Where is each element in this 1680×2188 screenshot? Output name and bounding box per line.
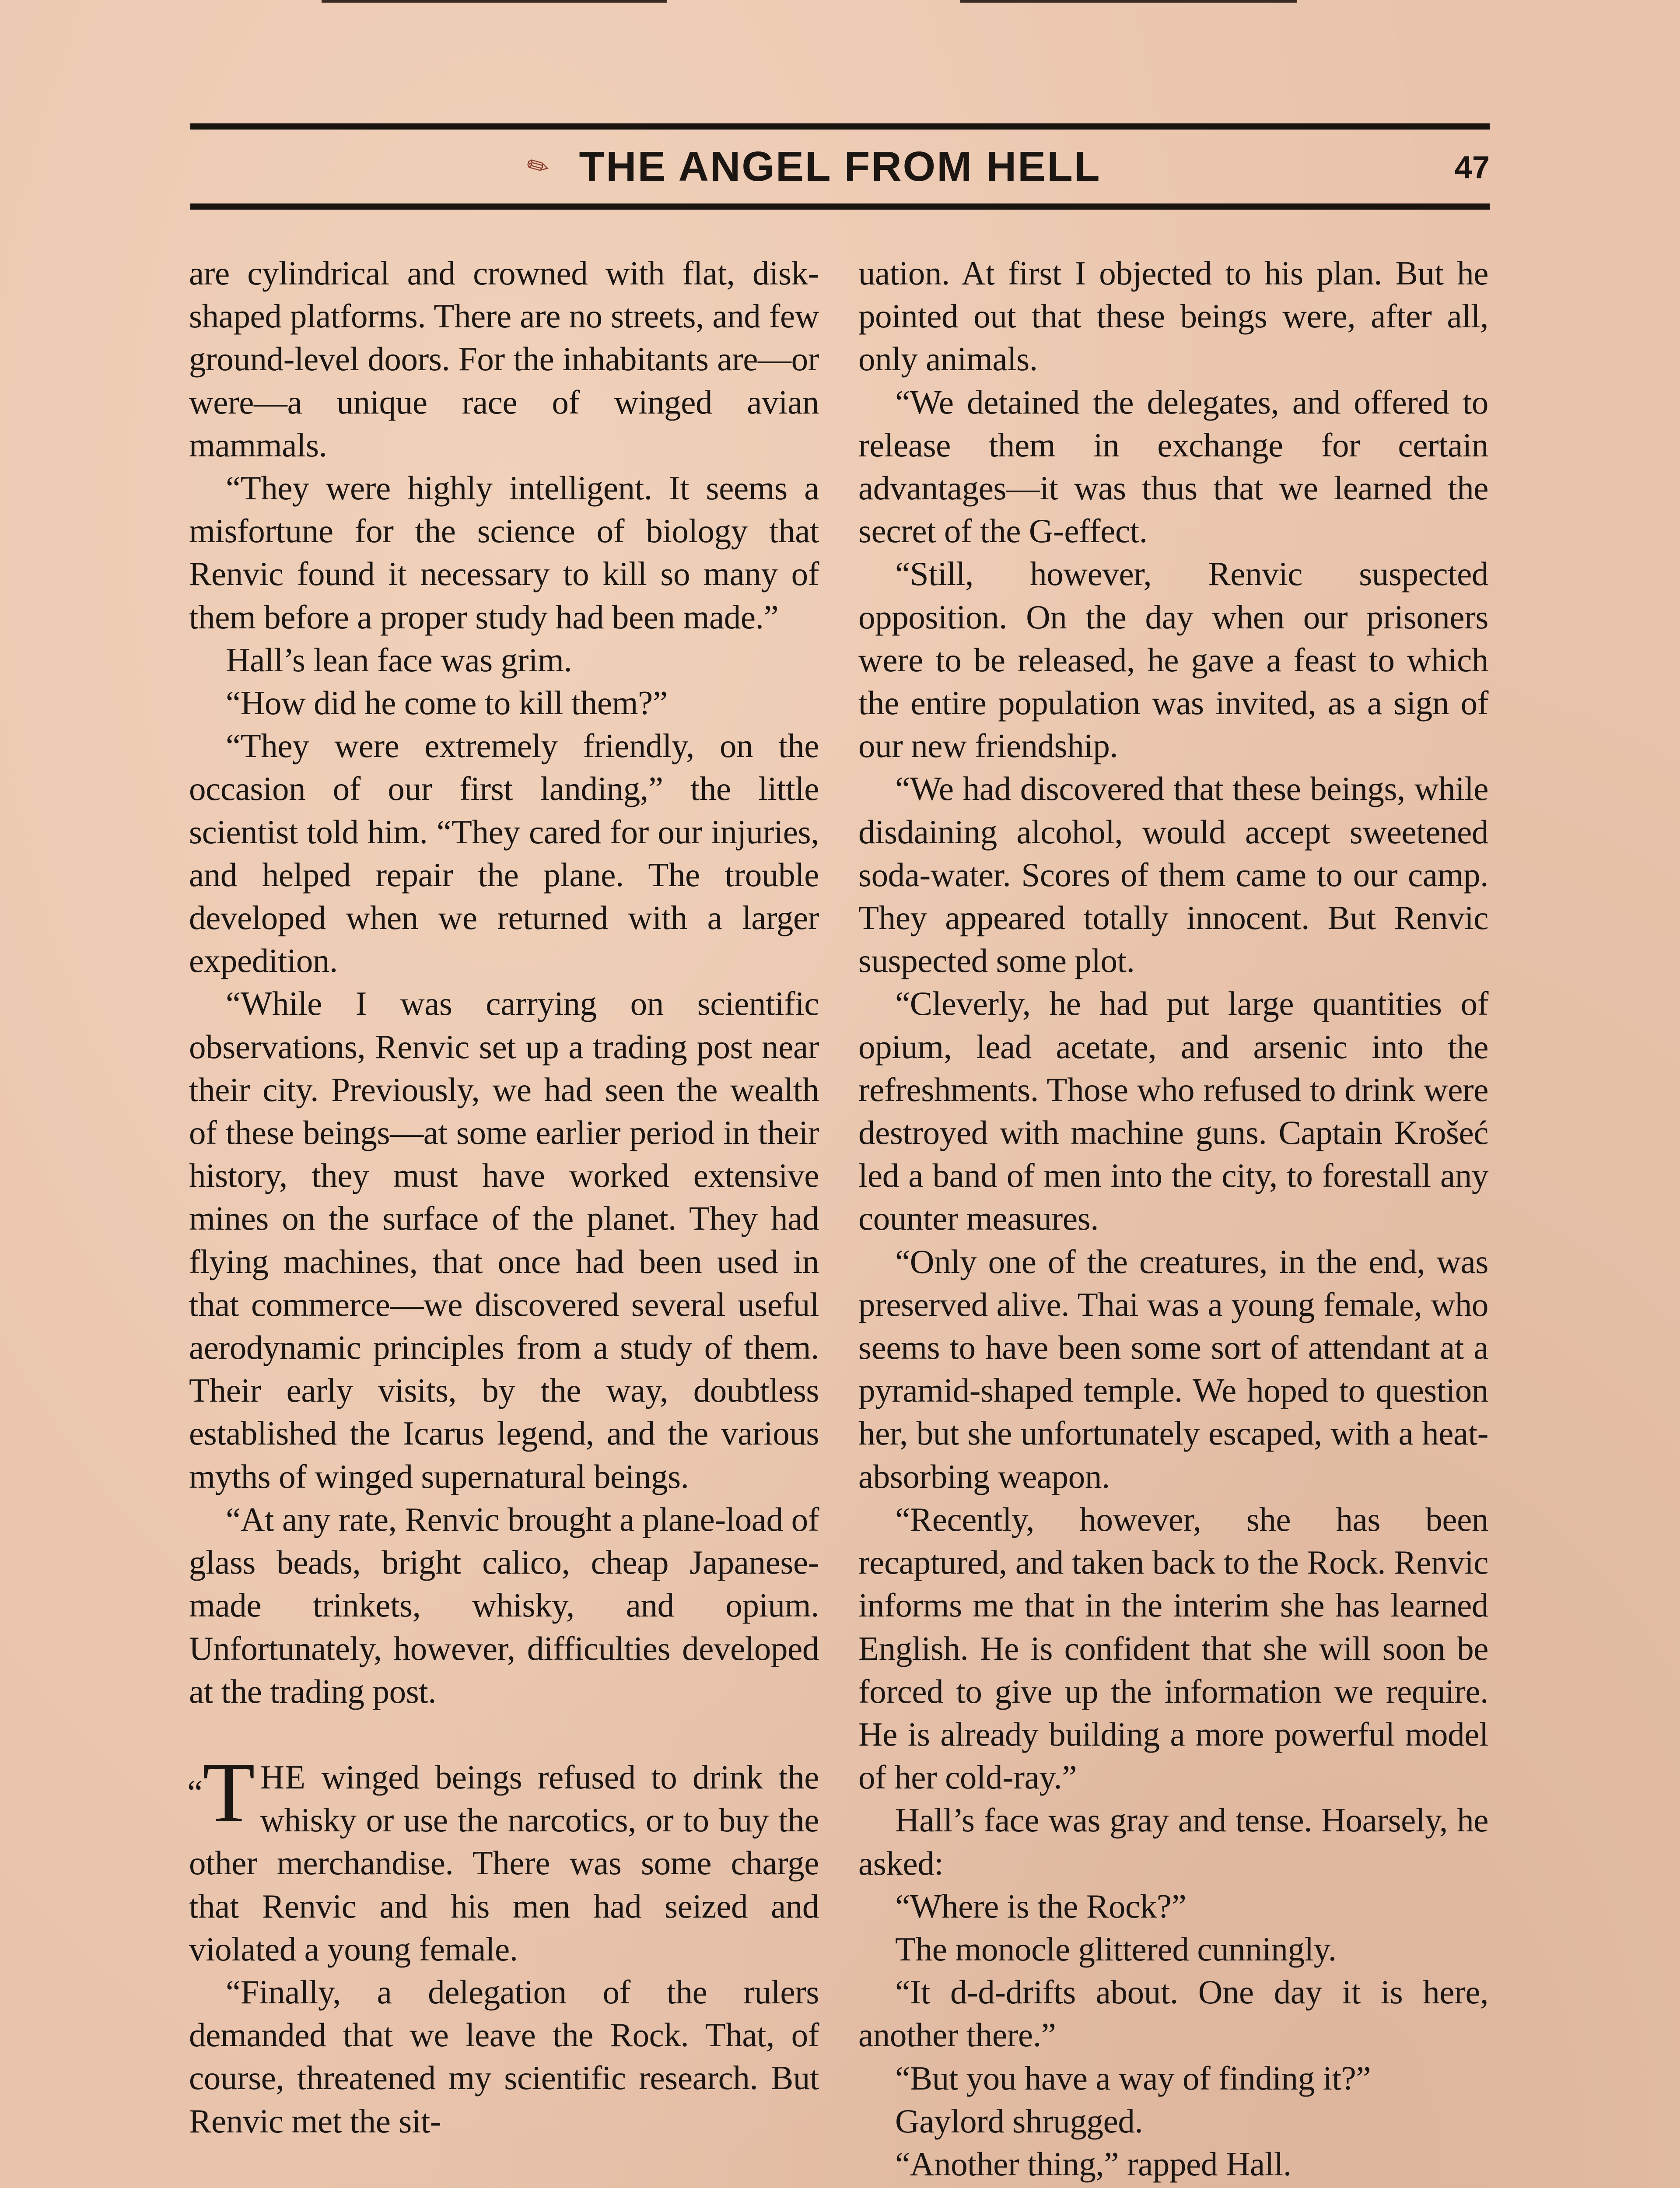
paragraph: “It d-d-drifts about. One day it is here, another there.” <box>858 1973 1488 2054</box>
paragraph: “Recently, however, she has been recaptured, and taken back to the Rock. Renvic informs me that in the interim she has learned English. He is confident that she will soon be forced to give up the information we require. He is already building a more powerful model of her cold-ray.” <box>858 1500 1488 1796</box>
page-title: THE ANGEL FROM HELL <box>579 143 1101 190</box>
drop-cap-letter: T <box>203 1745 255 1840</box>
paragraph: “We had discovered that these beings, while disdaining alcohol, would accept sweetened soda-water. Scores of them came to our camp. They appeared totally innocent. But Renvic suspected some plot. <box>858 770 1488 980</box>
drop-cap <box>187 1745 260 1840</box>
text-column-left <box>189 252 819 2142</box>
paragraph: are cylindrical and crowned with flat, disk-shaped platforms. There are no streets, and few ground-level doors. For the inhabitants are—or were—a unique race of winged avian mammals. <box>189 254 819 464</box>
paragraph: “Another thing,” rapped Hall. <box>895 2145 1292 2183</box>
section-opening-text: winged beings refused to drink the whisky or use the narcotics, or to buy the other merchandise. There was some charge that Renvic and his men had seized and violated a young female. <box>189 1758 819 1968</box>
paragraph: Gaylord shrugged. <box>895 2102 1143 2140</box>
paragraph: “Where is the Rock?” <box>895 1887 1186 1925</box>
top-edge-mark-right <box>960 0 1297 3</box>
paragraph: The monocle glittered cunningly. <box>895 1930 1337 1968</box>
paragraph: “Only one of the creatures, in the end, was preserved alive. Thai was a young female, who seems to have been some sort of attendant at a pyramid-shaped temple. We hoped to question her, but she unfortunately escaped, with a heat-absorbing weapon. <box>858 1242 1488 1495</box>
header-ornament-icon: ✎ <box>521 148 555 185</box>
paragraph: uation. At first I objected to his plan. But he pointed out that these beings were, after all, only animals. <box>858 254 1488 378</box>
paragraph: “Finally, a delegation of the rulers demanded that we leave the Rock. That, of course, threatened my scientific research. But Renvic met the sit- <box>189 1973 819 2140</box>
paragraph: “Still, however, Renvic suspected opposition. On the day when our prisoners were to be released, he gave a feast to which the entire population was invited, as a sign of our new friendship. <box>858 555 1488 765</box>
paragraph: Hall’s lean face was grim. <box>226 641 572 679</box>
running-head <box>190 139 1490 194</box>
paragraph: “We detained the delegates, and offered to release them in exchange for certain advantages—it was thus that we learned the secret of the G-effect. <box>858 383 1488 550</box>
paragraph: “Cleverly, he had put large quantities of opium, lead acetate, and arsenic into the refreshments. Those who refused to drink were destroyed with machine guns. Captain Krošeć led a band of men into the city, to forestall any counter measures. <box>858 985 1488 1238</box>
paragraph: “But you have a way of finding it?” <box>895 2059 1371 2097</box>
page-number: 47 <box>1454 150 1490 185</box>
header-rule-bottom <box>190 203 1490 210</box>
paragraph: Hall’s face was gray and tense. Hoarsely, he asked: <box>858 1801 1488 1882</box>
top-edge-mark-left <box>322 0 667 3</box>
paragraph: “At any rate, Renvic brought a plane-load of glass beads, bright calico, cheap Japanese-made trinkets, whisky, and opium. Unfortunately, however, difficulties developed at the trading post. <box>189 1500 819 1710</box>
section-break-space <box>189 1713 819 1756</box>
header-rule-top <box>190 123 1490 130</box>
paragraph: “While I was carrying on scientific observations, Renvic set up a trading post near their city. Previously, we had seen the wealth of these beings—at some earlier period in their history, they must have worked extensive mines on the surface of the planet. They had flying machines, that once had been used in that commerce—we discovered several useful aerodynamic principles from a study of them. Their early visits, by the way, doubtless established the Icarus legend, and the various myths of winged supernatural beings. <box>189 985 819 1495</box>
paragraph: “How did he come to kill them?” <box>226 684 668 722</box>
paragraph: “They were highly intelligent. It seems a misfortune for the science of biology that Renvic found it necessary to kill so many of them before a proper study had been made.” <box>189 469 819 636</box>
section-opening-paragraph <box>187 1745 819 1971</box>
drop-cap-quote: “ <box>187 1773 203 1812</box>
paragraph: “They were extremely friendly, on the occasion of our first landing,” the little scientist told him. “They cared for our injuries, and helped repair the plane. The trouble developed when we returned with a larger expedition. <box>189 727 819 980</box>
lead-caps: HE <box>260 1758 306 1796</box>
text-column-right <box>858 252 1488 2185</box>
